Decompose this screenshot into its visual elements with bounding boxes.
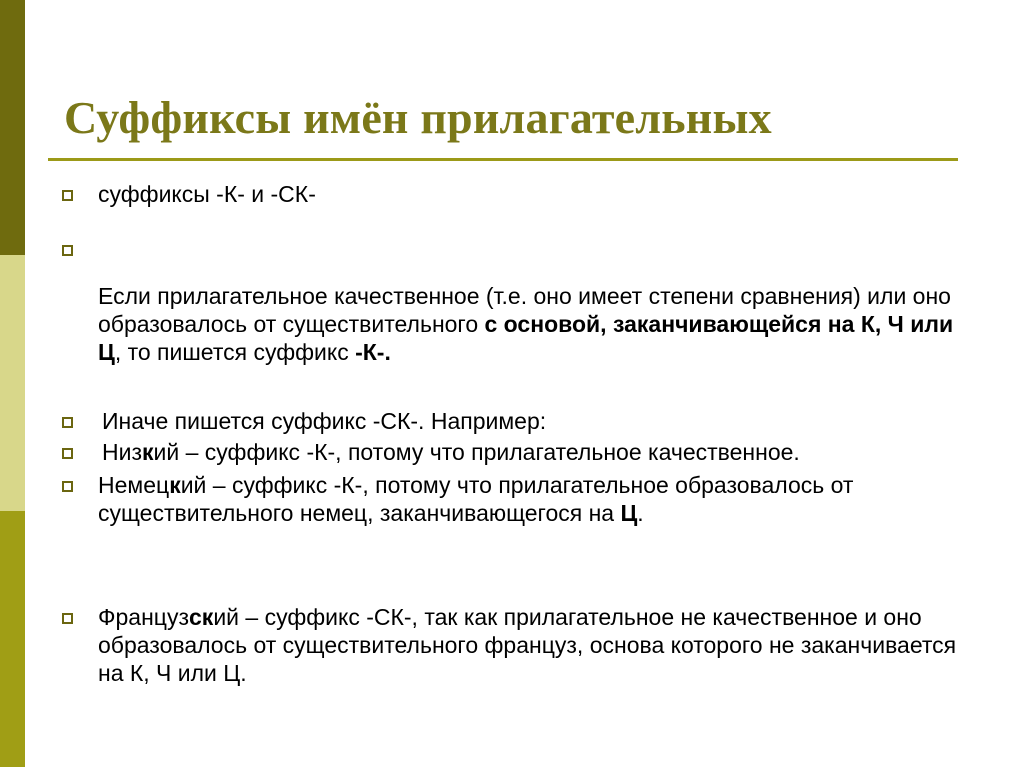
item-text-part: ий – суффикс -К-, потому что прилагательное образовалось от существительного немец, заканчивающегося на bbox=[98, 472, 854, 526]
list-item-empty bbox=[62, 235, 962, 263]
square-bullet-icon bbox=[62, 190, 73, 201]
bullet-list bbox=[62, 180, 962, 687]
item-text-bold: к bbox=[142, 439, 154, 465]
item-text-bold: к bbox=[169, 472, 181, 498]
square-bullet-icon bbox=[62, 448, 73, 459]
rule-paragraph bbox=[62, 282, 962, 366]
list-item-nemetskiy bbox=[62, 471, 962, 527]
item-text-bold: Ц bbox=[620, 500, 638, 526]
item-text-part: Низ bbox=[102, 439, 143, 465]
sidebar-accent bbox=[0, 0, 25, 767]
sidebar-segment-bottom bbox=[0, 511, 25, 767]
rule-text-part: Если прилагательное качественное (т.е. оно имеет степени сравнения) или оно образовалось от существительного bbox=[98, 283, 951, 337]
slide-title: Суффиксы имён прилагательных bbox=[64, 92, 772, 143]
item-text: суффиксы -К- и -СК- bbox=[98, 181, 316, 207]
list-item-suffixes bbox=[62, 180, 962, 208]
item-text-part: ий – суффикс -СК-, так как прилагательное не качественное и оно образовалось от существительного француз, основа которого не заканчивается на К, Ч или Ц. bbox=[98, 604, 957, 686]
square-bullet-icon bbox=[62, 417, 73, 428]
item-text-part: Немец bbox=[98, 472, 170, 498]
list-item-nizkiy bbox=[62, 438, 962, 466]
item-text: Иначе пишется суффикс -СК-. Например: bbox=[102, 408, 547, 434]
list-item-frantsuzskiy bbox=[62, 603, 962, 687]
square-bullet-icon bbox=[62, 481, 73, 492]
sidebar-segment-middle bbox=[0, 255, 25, 511]
title-underline bbox=[48, 158, 958, 161]
square-bullet-icon bbox=[62, 245, 73, 256]
rule-text-bold: с основой, заканчивающейся на К, Ч или Ц bbox=[98, 311, 954, 365]
square-bullet-icon bbox=[62, 613, 73, 624]
sidebar-segment-top bbox=[0, 0, 25, 255]
list-item-else bbox=[62, 407, 962, 435]
item-text-part: Француз bbox=[98, 604, 189, 630]
item-text-part: ий – суффикс -К-, потому что прилагательное качественное. bbox=[153, 439, 800, 465]
item-text-bold: ск bbox=[189, 604, 214, 630]
rule-text-bold: -К-. bbox=[355, 339, 391, 365]
rule-text-part: , то пишется суффикс bbox=[114, 339, 356, 365]
item-text-part: . bbox=[637, 500, 644, 526]
